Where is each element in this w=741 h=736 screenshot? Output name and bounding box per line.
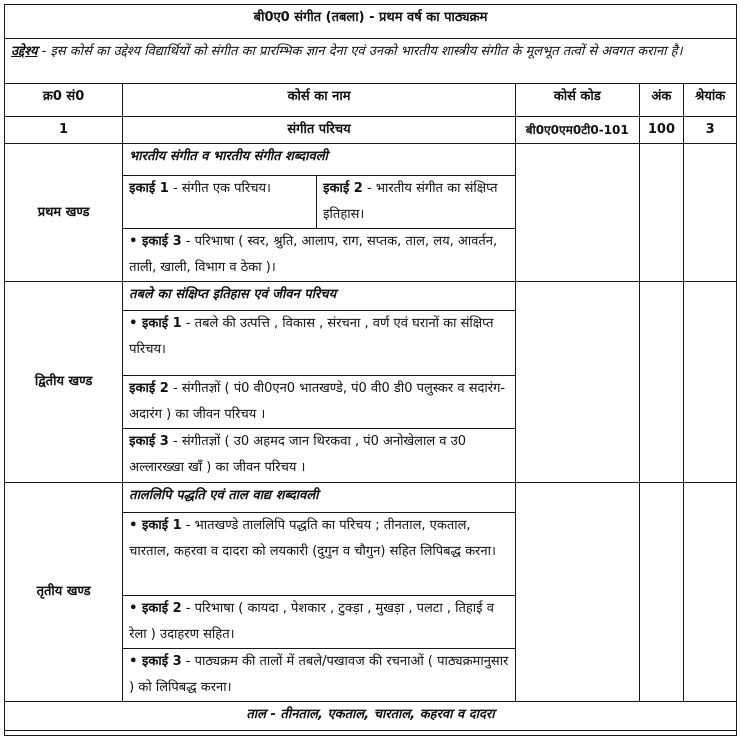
objective-cell (5, 39, 737, 84)
objective-text: इस कोर्स का उद्देश्य विद्यार्थियों को संगीत का प्रारम्भिक ज्ञान देना एवं उनको भारतीय शास्त्रीय संगीत के मूलभूत तत्वों से अवगत कराना है। (50, 44, 683, 59)
objective-separator: - (37, 44, 51, 59)
syllabus-table (4, 4, 737, 736)
course-name: संगीत परिचय (123, 117, 516, 144)
section-2-heading-row (5, 282, 737, 311)
section-3-credits-blank (684, 483, 737, 702)
section-3-unit-1: • इकाई 1 - भातखण्डे ताललिपि पद्धति का परिचय ; तीनताल, एकताल, चारताल, कहरवा व दादरा को लयकारी (दुगुन व चौगुन) सहित लिपिबद्ध करना। (123, 513, 516, 596)
course-row (5, 117, 737, 144)
section-2-label: द्वितीय खण्ड (5, 282, 123, 483)
section-1-heading-row (5, 144, 737, 176)
section-3-unit-2: • इकाई 2 - परिभाषा ( कायदा , पेशकार , टुक्ड़ा , मुखड़ा , पलटा , तिहाई व रेला ) उदाहरण सहित। (123, 596, 516, 649)
section-1-marks-blank (639, 144, 684, 282)
header-serial: क्र0 सं0 (5, 84, 123, 117)
section-1-heading: भारतीय संगीत व भारतीय संगीत शब्दावली (123, 144, 516, 176)
table-header-row (5, 84, 737, 117)
section-2-heading: तबले का संक्षिप्त इतिहास एवं जीवन परिचय (123, 282, 516, 311)
header-course-name: कोर्स का नाम (123, 84, 516, 117)
section-3-heading: ताललिपि पद्धति एवं ताल वाद्य शब्दावली (123, 483, 516, 513)
section-3-marks-blank (639, 483, 684, 702)
section-3-heading-row (5, 483, 737, 513)
document-title: बी0ए0 संगीत (तबला) - प्रथम वर्ष का पाठ्यक्रम (5, 5, 737, 39)
section-2-marks-blank (639, 282, 684, 483)
course-marks: 100 (639, 117, 684, 144)
header-credits: श्रेयांक (684, 84, 737, 117)
tala-list: ताल - तीनताल, एकताल, चारताल, कहरवा व दादरा (5, 702, 737, 731)
header-course-code: कोर्स कोड (515, 84, 639, 117)
section-2-credits-blank (684, 282, 737, 483)
next-row-edge (5, 731, 737, 736)
section-1-unit-2: इकाई 2 - भारतीय संगीत का संक्षिप्त इतिहास। (323, 181, 498, 222)
section-1-credits-blank (684, 144, 737, 282)
section-3-label: तृतीय खण्ड (5, 483, 123, 702)
section-2-code-blank (515, 282, 639, 483)
course-serial: 1 (5, 117, 123, 144)
syllabus-document (4, 4, 737, 736)
course-code: बी0ए0एम0टी0-101 (515, 117, 639, 144)
section-2-unit-1: • इकाई 1 - तबले की उत्पत्ति , विकास , संरचना , वर्ण एवं घरानों का संक्षिप्त परिचय। (123, 311, 516, 376)
course-credits: 3 (684, 117, 737, 144)
section-3-unit-3: • इकाई 3 - पाठ्यक्रम की तालों में तबले/पखावज की रचनाओं ( पाठ्यक्रमानुसार ) को लिपिबद्ध करना। (123, 649, 516, 702)
section-2-unit-2: इकाई 2 - संगीतज्ञों ( पं0 वी0एन0 भातखण्डे, पं0 वी0 डी0 पलुस्कर व सदारंग-अदारंग ) का जीवन परिचय । (123, 376, 516, 429)
section-3-code-blank (515, 483, 639, 702)
section-1-code-blank (515, 144, 639, 282)
section-1-label: प्रथम खण्ड (5, 144, 123, 282)
header-marks: अंक (639, 84, 684, 117)
objective-label: उद्देश्य (11, 44, 38, 59)
section-1-unit-1: इकाई 1 - संगीत एक परिचय। (123, 176, 317, 228)
section-1-unit-3: • इकाई 3 - परिभाषा ( स्वर, श्रुति, आलाप, राग, सप्तक, ताल, लय, आवर्तन, ताली, खाली, विभाग व ठेका )। (123, 229, 516, 282)
section-2-unit-3: इकाई 3 - संगीतज्ञों ( उ0 अहमद जान थिरकवा , पं0 अनोखेलाल व उ0 अल्लारख्खा खॉं ) का जीवन परिचय । (123, 429, 516, 483)
